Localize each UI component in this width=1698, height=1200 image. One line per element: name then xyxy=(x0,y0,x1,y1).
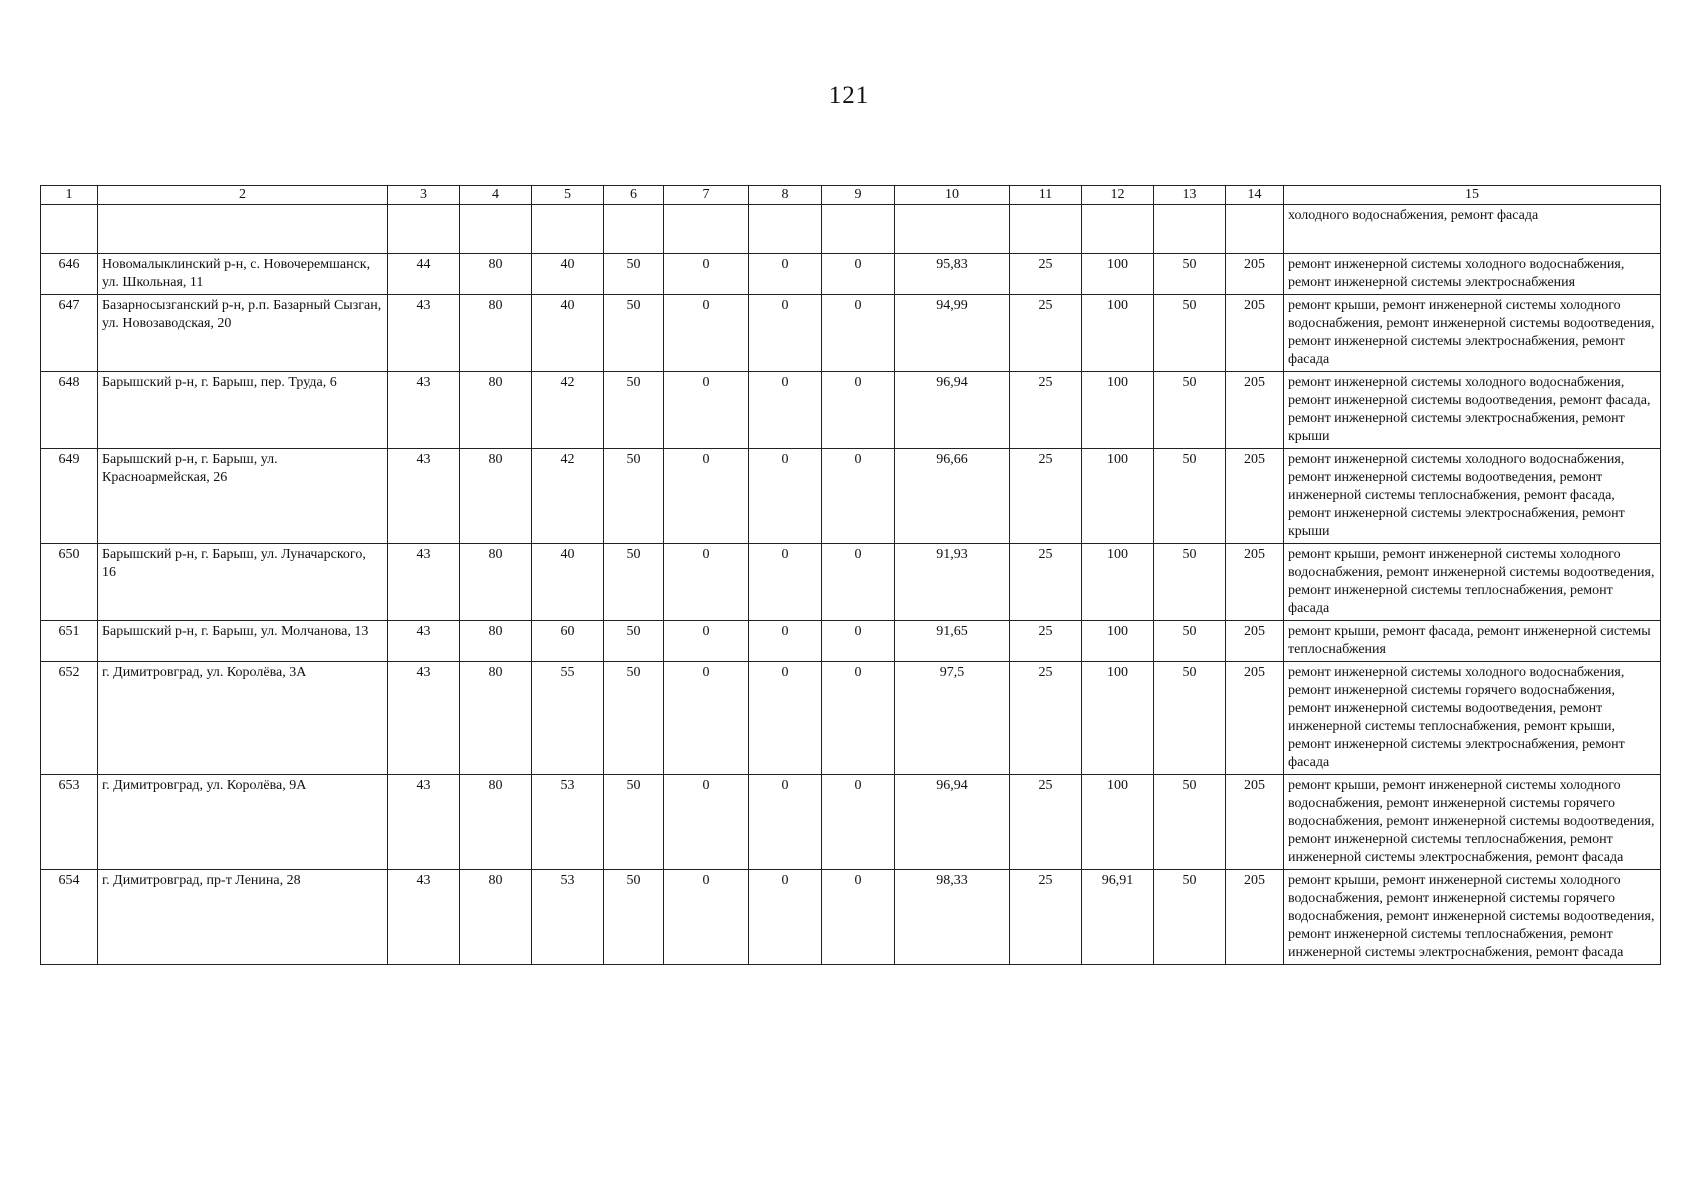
value-cell-c4: 80 xyxy=(460,295,532,372)
column-number: 13 xyxy=(1154,186,1226,205)
column-number: 2 xyxy=(98,186,388,205)
value-cell-c8: 0 xyxy=(749,870,822,965)
value-cell-c14: 205 xyxy=(1226,621,1284,662)
value-cell-c12: 100 xyxy=(1082,254,1154,295)
value-cell-c5: 55 xyxy=(532,662,604,775)
column-number: 5 xyxy=(532,186,604,205)
row-number: 654 xyxy=(41,870,98,965)
value-cell-c3: 44 xyxy=(388,254,460,295)
value-cell-c5: 60 xyxy=(532,621,604,662)
column-number: 9 xyxy=(822,186,895,205)
value-cell-c12: 100 xyxy=(1082,295,1154,372)
address-cell: г. Димитровград, ул. Королёва, 9А xyxy=(98,775,388,870)
value-cell-c10: 96,94 xyxy=(895,372,1010,449)
value-cell-c10: 95,83 xyxy=(895,254,1010,295)
value-cell-c5: 53 xyxy=(532,775,604,870)
column-number: 14 xyxy=(1226,186,1284,205)
value-cell-c7: 0 xyxy=(664,449,749,544)
column-number: 8 xyxy=(749,186,822,205)
value-cell-c9: 0 xyxy=(822,662,895,775)
value-cell-c5: 40 xyxy=(532,544,604,621)
works-cell: ремонт инженерной системы холодного водоснабжения, ремонт инженерной системы электроснабжения xyxy=(1284,254,1661,295)
column-numbers-row xyxy=(41,186,1661,205)
value-cell-c9: 0 xyxy=(822,449,895,544)
address-cell: Новомалыклинский р-н, с. Новочеремшанск, ул. Школьная, 11 xyxy=(98,254,388,295)
value-cell-c9: 0 xyxy=(822,775,895,870)
value-cell-c3: 43 xyxy=(388,662,460,775)
value-cell-c8: 0 xyxy=(749,662,822,775)
value-cell-c5: 42 xyxy=(532,372,604,449)
value-cell-c6: 50 xyxy=(604,449,664,544)
value-cell-c4: 80 xyxy=(460,870,532,965)
value-cell-c13: 50 xyxy=(1154,775,1226,870)
value-cell-c3: 43 xyxy=(388,544,460,621)
table-row xyxy=(41,662,1661,775)
value-cell-c12: 100 xyxy=(1082,449,1154,544)
value-cell-c11: 25 xyxy=(1010,662,1082,775)
value-cell-c14: 205 xyxy=(1226,449,1284,544)
works-cell: ремонт крыши, ремонт инженерной системы холодного водоснабжения, ремонт инженерной системы водоотведения, ремонт инженерной системы электроснабжения, ремонт фасада xyxy=(1284,295,1661,372)
value-cell-c14: 205 xyxy=(1226,662,1284,775)
column-number: 7 xyxy=(664,186,749,205)
value-cell-c6: 50 xyxy=(604,662,664,775)
table-row xyxy=(41,254,1661,295)
column-number: 10 xyxy=(895,186,1010,205)
value-cell-c6: 50 xyxy=(604,621,664,662)
column-number: 15 xyxy=(1284,186,1661,205)
value-cell-c10: 96,94 xyxy=(895,775,1010,870)
works-cell: ремонт инженерной системы холодного водоснабжения, ремонт инженерной системы водоотведения, ремонт инженерной системы теплоснабжения, ремонт фасада, ремонт инженерной системы электроснабжения, ремонт крыши xyxy=(1284,449,1661,544)
address-cell: Базарносызганский р-н, р.п. Базарный Сызган, ул. Новозаводская, 20 xyxy=(98,295,388,372)
value-cell-c5: 40 xyxy=(532,254,604,295)
value-cell-c12: 100 xyxy=(1082,372,1154,449)
works-continuation: холодного водоснабжения, ремонт фасада xyxy=(1284,205,1661,254)
value-cell-c13: 50 xyxy=(1154,254,1226,295)
value-cell-c3: 43 xyxy=(388,775,460,870)
value-cell-c14: 205 xyxy=(1226,775,1284,870)
value-cell-c13: 50 xyxy=(1154,295,1226,372)
row-number: 651 xyxy=(41,621,98,662)
data-table xyxy=(40,185,1661,965)
value-cell-c7: 0 xyxy=(664,372,749,449)
value-cell-c13: 50 xyxy=(1154,662,1226,775)
table-row xyxy=(41,621,1661,662)
value-cell-c14: 205 xyxy=(1226,295,1284,372)
value-cell-c14: 205 xyxy=(1226,372,1284,449)
value-cell-c10: 91,93 xyxy=(895,544,1010,621)
value-cell-c6: 50 xyxy=(604,295,664,372)
value-cell-c6: 50 xyxy=(604,254,664,295)
value-cell-c4: 80 xyxy=(460,544,532,621)
value-cell-c6: 50 xyxy=(604,544,664,621)
works-cell: ремонт крыши, ремонт инженерной системы холодного водоснабжения, ремонт инженерной системы горячего водоснабжения, ремонт инженерной системы водоотведения, ремонт инженерной системы теплоснабжения, ремонт инженерной системы электроснабжения, ремонт фасада xyxy=(1284,870,1661,965)
works-cell: ремонт крыши, ремонт инженерной системы холодного водоснабжения, ремонт инженерной системы водоотведения, ремонт инженерной системы теплоснабжения, ремонт фасада xyxy=(1284,544,1661,621)
column-number: 3 xyxy=(388,186,460,205)
table-row xyxy=(41,295,1661,372)
value-cell-c7: 0 xyxy=(664,544,749,621)
value-cell-c3: 43 xyxy=(388,449,460,544)
value-cell-c11: 25 xyxy=(1010,870,1082,965)
value-cell-c11: 25 xyxy=(1010,775,1082,870)
value-cell-c3: 43 xyxy=(388,295,460,372)
value-cell-c5: 53 xyxy=(532,870,604,965)
value-cell-c8: 0 xyxy=(749,621,822,662)
table-row xyxy=(41,775,1661,870)
value-cell-c12: 100 xyxy=(1082,775,1154,870)
value-cell-c8: 0 xyxy=(749,372,822,449)
address-cell: Барышский р-н, г. Барыш, ул. Красноармейская, 26 xyxy=(98,449,388,544)
address-cell: Барышский р-н, г. Барыш, ул. Молчанова, 13 xyxy=(98,621,388,662)
value-cell-c10: 94,99 xyxy=(895,295,1010,372)
value-cell-c4: 80 xyxy=(460,449,532,544)
value-cell-c7: 0 xyxy=(664,870,749,965)
value-cell-c7: 0 xyxy=(664,254,749,295)
works-cell: ремонт инженерной системы холодного водоснабжения, ремонт инженерной системы горячего водоснабжения, ремонт инженерной системы водоотведения, ремонт инженерной системы теплоснабжения, ремонт крыши, ремонт инженерной системы электроснабжения, ремонт фасада xyxy=(1284,662,1661,775)
row-number: 648 xyxy=(41,372,98,449)
value-cell-c11: 25 xyxy=(1010,372,1082,449)
value-cell-c4: 80 xyxy=(460,775,532,870)
value-cell-c14: 205 xyxy=(1226,544,1284,621)
value-cell-c4: 80 xyxy=(460,254,532,295)
column-number: 4 xyxy=(460,186,532,205)
table-row xyxy=(41,870,1661,965)
value-cell-c11: 25 xyxy=(1010,295,1082,372)
value-cell-c5: 40 xyxy=(532,295,604,372)
value-cell-c10: 97,5 xyxy=(895,662,1010,775)
value-cell-c11: 25 xyxy=(1010,621,1082,662)
row-number: 653 xyxy=(41,775,98,870)
page-number: 121 xyxy=(828,82,870,109)
address-cell: Барышский р-н, г. Барыш, ул. Луначарского, 16 xyxy=(98,544,388,621)
value-cell-c8: 0 xyxy=(749,295,822,372)
table-row xyxy=(41,449,1661,544)
value-cell-c4: 80 xyxy=(460,662,532,775)
value-cell-c13: 50 xyxy=(1154,870,1226,965)
continuation-row xyxy=(41,205,1661,254)
column-number: 1 xyxy=(41,186,98,205)
value-cell-c7: 0 xyxy=(664,621,749,662)
value-cell-c12: 100 xyxy=(1082,621,1154,662)
row-number: 650 xyxy=(41,544,98,621)
value-cell-c9: 0 xyxy=(822,295,895,372)
value-cell-c10: 91,65 xyxy=(895,621,1010,662)
row-number: 649 xyxy=(41,449,98,544)
address-cell: г. Димитровград, ул. Королёва, 3А xyxy=(98,662,388,775)
value-cell-c8: 0 xyxy=(749,254,822,295)
works-cell: ремонт крыши, ремонт инженерной системы холодного водоснабжения, ремонт инженерной системы горячего водоснабжения, ремонт инженерной системы водоотведения, ремонт инженерной системы теплоснабжения, ремонт инженерной системы электроснабжения, ремонт фасада xyxy=(1284,775,1661,870)
value-cell-c11: 25 xyxy=(1010,254,1082,295)
works-cell: ремонт инженерной системы холодного водоснабжения, ремонт инженерной системы водоотведения, ремонт фасада, ремонт инженерной системы электроснабжения, ремонт крыши xyxy=(1284,372,1661,449)
works-cell: ремонт крыши, ремонт фасада, ремонт инженерной системы теплоснабжения xyxy=(1284,621,1661,662)
value-cell-c9: 0 xyxy=(822,544,895,621)
value-cell-c13: 50 xyxy=(1154,449,1226,544)
address-cell: г. Димитровград, пр-т Ленина, 28 xyxy=(98,870,388,965)
value-cell-c4: 80 xyxy=(460,621,532,662)
table-row xyxy=(41,544,1661,621)
column-number: 11 xyxy=(1010,186,1082,205)
value-cell-c11: 25 xyxy=(1010,544,1082,621)
value-cell-c13: 50 xyxy=(1154,544,1226,621)
value-cell-c12: 100 xyxy=(1082,544,1154,621)
value-cell-c6: 50 xyxy=(604,372,664,449)
value-cell-c9: 0 xyxy=(822,621,895,662)
value-cell-c6: 50 xyxy=(604,775,664,870)
value-cell-c9: 0 xyxy=(822,254,895,295)
value-cell-c7: 0 xyxy=(664,775,749,870)
row-number: 646 xyxy=(41,254,98,295)
value-cell-c13: 50 xyxy=(1154,372,1226,449)
value-cell-c10: 98,33 xyxy=(895,870,1010,965)
value-cell-c12: 100 xyxy=(1082,662,1154,775)
value-cell-c12: 96,91 xyxy=(1082,870,1154,965)
value-cell-c3: 43 xyxy=(388,372,460,449)
value-cell-c7: 0 xyxy=(664,295,749,372)
value-cell-c4: 80 xyxy=(460,372,532,449)
value-cell-c8: 0 xyxy=(749,544,822,621)
address-cell: Барышский р-н, г. Барыш, пер. Труда, 6 xyxy=(98,372,388,449)
row-number: 647 xyxy=(41,295,98,372)
value-cell-c6: 50 xyxy=(604,870,664,965)
value-cell-c3: 43 xyxy=(388,621,460,662)
value-cell-c8: 0 xyxy=(749,449,822,544)
value-cell-c7: 0 xyxy=(664,662,749,775)
table-row xyxy=(41,372,1661,449)
value-cell-c14: 205 xyxy=(1226,254,1284,295)
value-cell-c5: 42 xyxy=(532,449,604,544)
value-cell-c3: 43 xyxy=(388,870,460,965)
value-cell-c13: 50 xyxy=(1154,621,1226,662)
value-cell-c10: 96,66 xyxy=(895,449,1010,544)
value-cell-c11: 25 xyxy=(1010,449,1082,544)
row-number: 652 xyxy=(41,662,98,775)
column-number: 12 xyxy=(1082,186,1154,205)
column-number: 6 xyxy=(604,186,664,205)
value-cell-c8: 0 xyxy=(749,775,822,870)
value-cell-c9: 0 xyxy=(822,870,895,965)
value-cell-c14: 205 xyxy=(1226,870,1284,965)
value-cell-c9: 0 xyxy=(822,372,895,449)
